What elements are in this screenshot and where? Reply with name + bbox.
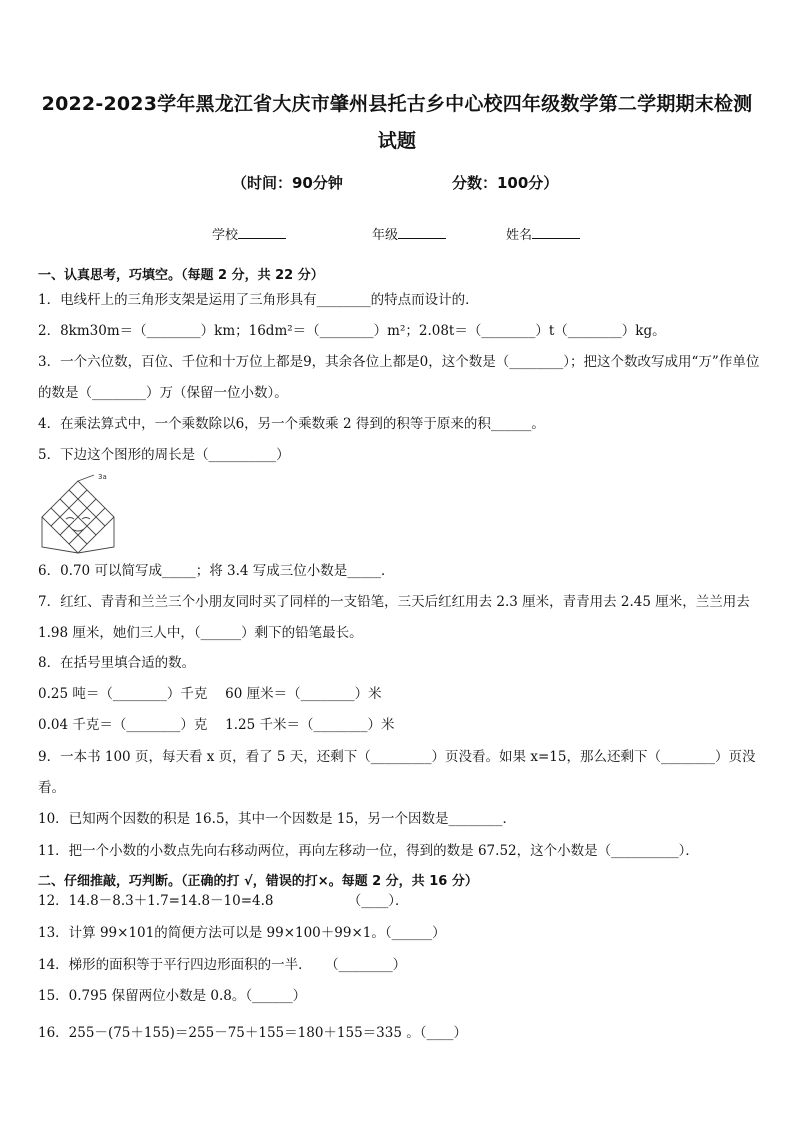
name-blank[interactable] [532,226,580,239]
question-1: 1．电线杆上的三角形支架是运用了三角形具有________的特点而设计的． [38,292,479,308]
question-16: 16．255－(75＋155)＝255－75＋155＝180＋155＝335 。（____） [38,1025,467,1041]
grade-field[interactable] [372,224,446,243]
grade-label: 年级 [372,228,399,243]
grade-blank[interactable] [398,226,446,239]
name-field[interactable] [506,224,580,243]
grid-shape-figure [38,471,118,557]
figure-label: 3a [98,473,107,481]
section-2-heading: 二、仔细推敲，巧判断。（正确的打 √，错误的打×。每题 2 分，共 16 分） [38,874,478,889]
school-field[interactable] [212,224,286,243]
school-blank[interactable] [238,226,286,239]
question-8: 8．在括号里填合适的数。 [38,655,196,671]
question-7: 7．红红、青青和兰兰三个小朋友同时买了同样的一支铅笔，三天后红红用去 2.3 厘米，青青用去 2.45 厘米，兰兰用去 1.98 厘米，她们三人中，（______）剩下的铅笔最长。 [38,594,750,641]
question-13: 13．计算 99×101的简便方法可以是 99×100＋99×1。（______） [38,925,446,941]
question-11: 11．把一个小数的小数点先向右移动两位，再向左移动一位，得到的数是 67.52，这个小数是（__________）． [38,843,699,859]
figure-face-marks [66,518,90,532]
section-1-heading: 一、认真思考，巧填空。（每题 2 分，共 22 分） [38,268,324,283]
name-label: 姓名 [506,228,533,243]
question-10: 10．已知两个因数的积是 16.5，其中一个因数是 15，另一个因数是________． [38,811,516,827]
question-9: 9．一本书 100 页，每天看 x 页，看了 5 天，还剩下（_________）页没看。如果 x=15，那么还剩下（________）页没看。 [38,749,756,796]
question-12: 12．14.8－8.3＋1.7=14.8－10=4.8 （____）． [38,893,409,909]
question-14: 14．梯形的面积等于平行四边形面积的一半． （________） [38,957,407,973]
exam-score: 分数：100分） [452,174,559,192]
question-2: 2．8km30m＝（________）km；16dm²＝（________）m²；2.08t＝（________）t（________）kg。 [38,323,666,339]
question-5: 5．下边这个图形的周长是（__________） [38,447,290,463]
question-8-part-a: 0.25 吨＝（________）千克 60 厘米＝（________）米 [38,686,382,702]
question-15: 15．0.795 保留两位小数是 0.8。（______） [38,988,307,1004]
question-4: 4．在乘法算式中，一个乘数除以6，另一个乘数乘 2 得到的积等于原来的积______。 [38,416,545,432]
page-title: 2022-2023学年黑龙江省大庆市肇州县托古乡中心校四年级数学第二学期期末检测试题 [41,93,753,152]
student-info [0,224,794,244]
question-8-part-b: 0.04 千克＝（________）克 1.25 千米＝（________）米 [38,717,395,733]
exam-meta [0,172,794,196]
figure-dimension-line [78,475,94,481]
question-6: 6．0.70 可以简写成_____；将 3.4 写成三位小数是_____． [38,563,395,579]
school-label: 学校 [212,228,239,243]
exam-time: （时间：90分钟 [232,174,343,192]
question-3: 3．一个六位数，百位、千位和十万位上都是9，其余各位上都是0，这个数是（________）；把这个数改写成用“万”作单位的数是（________）万（保留一位小数）。 [38,354,760,401]
